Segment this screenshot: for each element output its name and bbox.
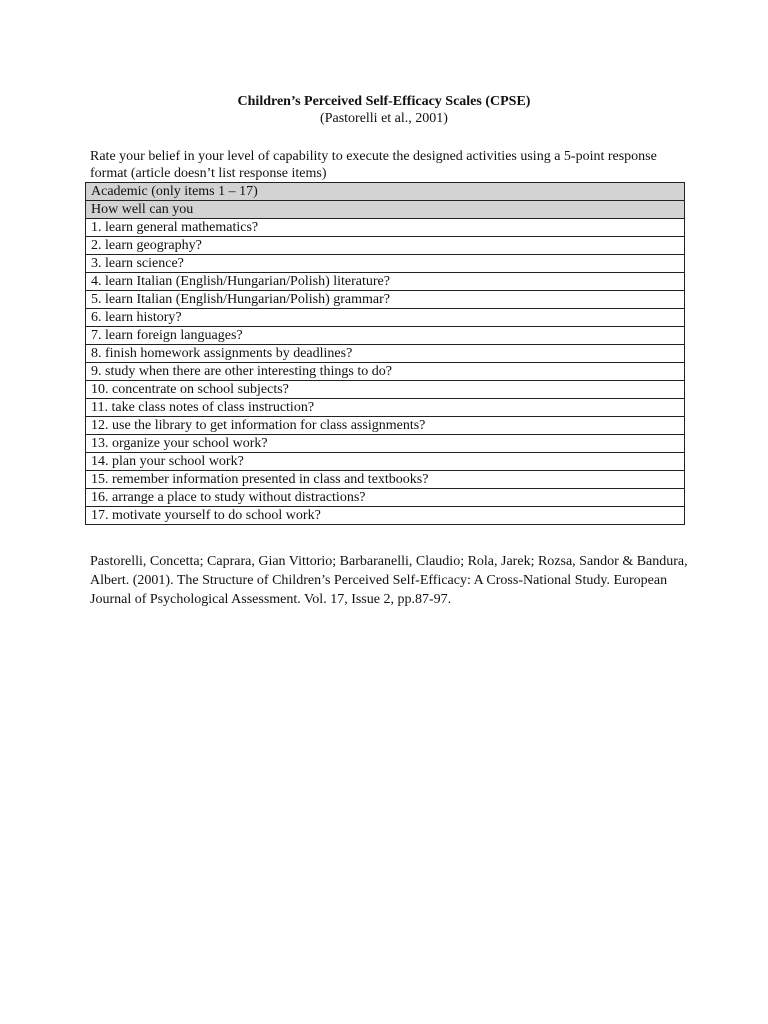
item-cell: 9. study when there are other interesting things to do? [86, 363, 685, 381]
table-row [86, 435, 685, 453]
item-cell: 10. concentrate on school subjects? [86, 381, 685, 399]
table-row [86, 255, 685, 273]
table-row [86, 507, 685, 525]
item-cell: 2. learn geography? [86, 237, 685, 255]
table-row [86, 363, 685, 381]
table-row [86, 417, 685, 435]
item-cell: 14. plan your school work? [86, 453, 685, 471]
item-cell: 4. learn Italian (English/Hungarian/Polish) literature? [86, 273, 685, 291]
table-row [86, 489, 685, 507]
table-row [86, 381, 685, 399]
item-cell: 11. take class notes of class instruction? [86, 399, 685, 417]
item-cell: 3. learn science? [86, 255, 685, 273]
item-cell: 8. finish homework assignments by deadlines? [86, 345, 685, 363]
item-cell: 16. arrange a place to study without distractions? [86, 489, 685, 507]
instructions-paragraph: Rate your belief in your level of capability to execute the designed activities using a 5-point response format (article doesn’t list response items) [90, 149, 657, 181]
table-row [86, 273, 685, 291]
item-cell: 17. motivate yourself to do school work? [86, 507, 685, 525]
section-header-cell: Academic (only items 1 – 17) [86, 183, 685, 201]
table-row [86, 309, 685, 327]
table-body [86, 183, 685, 525]
item-cell: 5. learn Italian (English/Hungarian/Polish) grammar? [86, 291, 685, 309]
prompt-header-row [86, 201, 685, 219]
table-row [86, 291, 685, 309]
table-row [86, 237, 685, 255]
reference-citation: Pastorelli, Concetta; Caprara, Gian Vittorio; Barbaranelli, Claudio; Rola, Jarek; Rozsa, Sandor & Bandura, Albert. (2001). The Structure of Children’s Perceived Self-Efficacy: A Cross-National Study. European Journal of Psychological Assessment. Vol. 17, Issue 2, pp.87-97. [90, 554, 688, 607]
item-cell: 13. organize your school work? [86, 435, 685, 453]
table-row [86, 345, 685, 363]
item-cell: 7. learn foreign languages? [86, 327, 685, 345]
table-row [86, 453, 685, 471]
item-cell: 6. learn history? [86, 309, 685, 327]
self-efficacy-items-table [85, 182, 685, 525]
document-title: Children’s Perceived Self-Efficacy Scales (CPSE) [237, 94, 531, 109]
table-row [86, 327, 685, 345]
item-cell: 15. remember information presented in class and textbooks? [86, 471, 685, 489]
item-cell: 1. learn general mathematics? [86, 219, 685, 237]
item-cell: 12. use the library to get information for class assignments? [86, 417, 685, 435]
document-subtitle: (Pastorelli et al., 2001) [320, 111, 448, 126]
section-header-row [86, 183, 685, 201]
table-row [86, 399, 685, 417]
table-row [86, 219, 685, 237]
table-row [86, 471, 685, 489]
prompt-header-cell: How well can you [86, 201, 685, 219]
